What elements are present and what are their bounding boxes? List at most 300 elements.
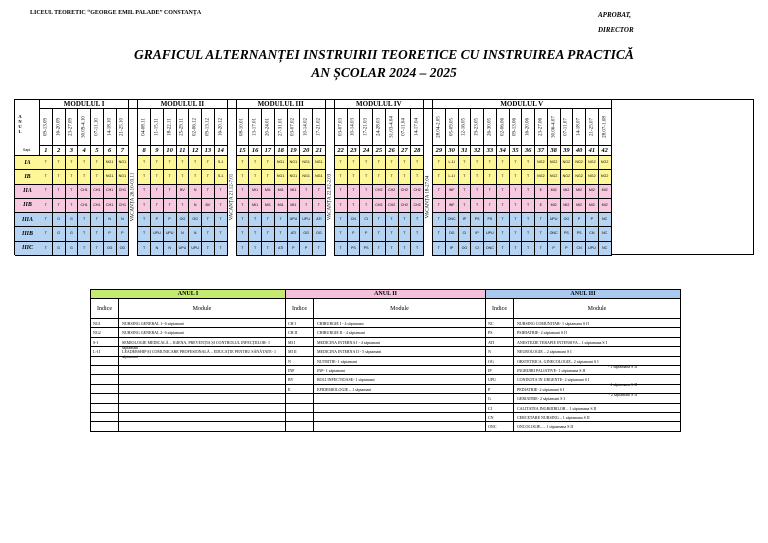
- schedule-cell: G: [66, 242, 79, 256]
- schedule-cell: INF: [446, 185, 459, 199]
- week-date: 02-06.06: [497, 109, 510, 146]
- schedule-cell: N: [164, 242, 177, 256]
- title-line-1: GRAFICUL ALTERNANȚEI INSTRUIRII TEORETICE CU INSTRUIREA PRACTICĂ: [134, 47, 634, 62]
- legend-index: MI I: [286, 338, 314, 346]
- week-number: 3: [66, 146, 79, 156]
- module-header-gap: [129, 100, 138, 109]
- schedule-cell: T: [66, 185, 79, 199]
- schedule-cell: CI: [360, 213, 373, 227]
- week-number: 17: [262, 146, 275, 156]
- schedule-cell: N: [189, 185, 202, 199]
- legend-module-text: [314, 422, 485, 430]
- schedule-cell: T: [164, 199, 177, 213]
- module-header-4: MODULUL IV: [335, 100, 424, 109]
- week-date: 24-28.03: [373, 109, 386, 146]
- module-header-1: MODULUL I: [40, 100, 129, 109]
- schedule-cell: T: [535, 213, 548, 227]
- week-number: 7: [117, 146, 130, 156]
- schedule-cell: T: [484, 170, 497, 184]
- schedule-cell: T: [335, 185, 348, 199]
- schedule-cell: T: [300, 199, 313, 213]
- schedule-cell: T: [484, 199, 497, 213]
- legend-row: [486, 404, 680, 413]
- schedule-cell: T: [522, 170, 535, 184]
- week-number: 34: [497, 146, 510, 156]
- schedule-cell: T: [497, 185, 510, 199]
- legend-row: [286, 357, 485, 366]
- legend-module-header: Module: [314, 299, 485, 319]
- schedule-cell: MI1: [262, 199, 275, 213]
- legend-row: [91, 394, 285, 403]
- schedule-cell: T: [497, 242, 510, 256]
- schedule-cell: CH2: [411, 199, 424, 213]
- title-line-2: AN ȘCOLAR 2024 – 2025: [311, 65, 457, 80]
- week-date: 08-10.01: [237, 109, 250, 146]
- schedule-cell: T: [399, 156, 412, 170]
- schedule-cell: MI1: [275, 199, 288, 213]
- week-number: 30: [446, 146, 459, 156]
- schedule-cell: T: [373, 213, 386, 227]
- legend-index: [91, 394, 119, 402]
- week-number: 24: [360, 146, 373, 156]
- schedule-cell: T: [78, 213, 91, 227]
- schedule-cell: CH1: [117, 199, 130, 213]
- week-number: 39: [561, 146, 574, 156]
- legend-row: [486, 375, 680, 388]
- legend-index: N: [286, 357, 314, 365]
- schedule-cell: NG1: [104, 156, 117, 170]
- module-header-2: MODULUL II: [138, 100, 227, 109]
- schedule-cell: MI2: [548, 199, 561, 213]
- schedule-cell: MI1: [249, 185, 262, 199]
- schedule-cell: T: [249, 213, 262, 227]
- week-number: 29: [433, 146, 446, 156]
- schedule-cell: NG1: [300, 156, 313, 170]
- legend-year-3: [485, 289, 681, 432]
- schedule-cell: T: [313, 199, 326, 213]
- week-number: 32: [471, 146, 484, 156]
- schedule-cell: T: [66, 156, 79, 170]
- week-number: 33: [484, 146, 497, 156]
- schedule-cell: T: [459, 199, 472, 213]
- schedule-cell: T: [459, 170, 472, 184]
- schedule-cell: NG2: [548, 156, 561, 170]
- schedule-cell: T: [262, 170, 275, 184]
- schedule-cell: N: [177, 227, 190, 241]
- week-date: 28.07-1.08: [599, 109, 612, 146]
- legend-index: E: [286, 385, 314, 393]
- schedule-cell: T: [215, 213, 228, 227]
- schedule-cell: T: [484, 156, 497, 170]
- legend-module-header: Module: [514, 299, 680, 319]
- schedule-cell: T: [335, 242, 348, 256]
- schedule-cell: T: [535, 227, 548, 241]
- legend-index: NG2: [91, 328, 119, 336]
- schedule-cell: CH1: [78, 199, 91, 213]
- schedule-cell: P: [586, 213, 599, 227]
- legend-module-text: [119, 413, 285, 421]
- schedule-cell: T: [275, 227, 288, 241]
- schedule-cell: T: [335, 156, 348, 170]
- schedule-cell: T: [335, 213, 348, 227]
- schedule-cell: OG: [104, 242, 117, 256]
- schedule-cell: T: [471, 170, 484, 184]
- schedule-cell: T: [313, 242, 326, 256]
- week-number: 23: [348, 146, 361, 156]
- schedule-cell: T: [510, 213, 523, 227]
- schedule-cell: T: [510, 227, 523, 241]
- legend-index: OG: [486, 357, 514, 365]
- legend-year-title: ANUL II: [286, 290, 485, 299]
- week-date: 28.04-2.05: [433, 109, 446, 146]
- week-number: 36: [522, 146, 535, 156]
- schedule-cell: CH2: [386, 185, 399, 199]
- legend-row: [91, 366, 285, 375]
- week-number: 20: [300, 146, 313, 156]
- week-date: 16-20.06: [522, 109, 535, 146]
- schedule-cell: T: [40, 227, 53, 241]
- legend-index: CH I: [286, 319, 314, 327]
- schedule-cell: T: [40, 199, 53, 213]
- schedule-cell: ONC: [446, 213, 459, 227]
- schedule-cell: T: [151, 156, 164, 170]
- schedule-cell: NG2: [535, 170, 548, 184]
- legend-index: [91, 366, 119, 374]
- schedule-cell: T: [189, 156, 202, 170]
- legend-row: [286, 328, 485, 337]
- legend-module-text: GERIATRIE- 2 săptamani S I: [517, 396, 565, 402]
- schedule-cell: T: [433, 170, 446, 184]
- legend-row: [91, 357, 285, 366]
- module-header-3: MODULUL III: [237, 100, 326, 109]
- legend-index: [91, 404, 119, 412]
- week-number: 21: [313, 146, 326, 156]
- legend-row: [286, 375, 485, 384]
- week-number: 12: [189, 146, 202, 156]
- schedule-cell: OG: [189, 213, 202, 227]
- schedule-cell: T: [535, 242, 548, 256]
- schedule-cell: T: [215, 227, 228, 241]
- legend-index: IP: [486, 366, 514, 374]
- schedule-cell: P: [561, 242, 574, 256]
- schedule-cell: T: [433, 156, 446, 170]
- legend-row: [91, 328, 285, 337]
- schedule-cell: OG: [117, 242, 130, 256]
- schedule-cell: ONC: [484, 242, 497, 256]
- module-header-gap: [326, 100, 335, 109]
- week-number: 14: [215, 146, 228, 156]
- schedule-cell: CN: [348, 213, 361, 227]
- schedule-cell: P: [360, 227, 373, 241]
- schedule-cell: UPU: [548, 213, 561, 227]
- schedule-cell: CH1: [104, 199, 117, 213]
- legend-index: NC: [486, 319, 514, 327]
- legend-row: [486, 328, 680, 337]
- legend-index: [286, 404, 314, 412]
- schedule-cell: T: [497, 227, 510, 241]
- schedule-cell: T: [411, 170, 424, 184]
- legend-module-text: [119, 357, 285, 365]
- legend-module-text: [119, 375, 285, 383]
- schedule-cell: T: [237, 227, 250, 241]
- schedule-cell: P: [348, 227, 361, 241]
- schedule-cell: CH2: [399, 199, 412, 213]
- legend-year-title: ANUL I: [91, 290, 285, 299]
- schedule-cell: CH2: [386, 199, 399, 213]
- schedule-cell: T: [386, 213, 399, 227]
- schedule-cell: T: [471, 199, 484, 213]
- legend-index-header: Indice: [91, 299, 119, 319]
- week-date: 17-21.02: [313, 109, 326, 146]
- schedule-cell: T: [335, 199, 348, 213]
- schedule-cell: T: [399, 170, 412, 184]
- schedule-cell: T: [177, 156, 190, 170]
- director-label: DIRECTOR: [598, 26, 634, 34]
- schedule-cell: NG1: [313, 156, 326, 170]
- schedule-cell: T: [373, 242, 386, 256]
- schedule-cell: MI2: [586, 199, 599, 213]
- schedule-cell: BV: [202, 199, 215, 213]
- schedule-cell: T: [373, 227, 386, 241]
- legend-row: [286, 319, 485, 328]
- schedule-cell: T: [202, 213, 215, 227]
- schedule-cell: T: [522, 156, 535, 170]
- schedule-cell: T: [522, 242, 535, 256]
- schedule-cell: T: [91, 213, 104, 227]
- schedule-cell: IP: [471, 227, 484, 241]
- legend-module-text: MEDICINA INTERNA I - 4 săptamani: [317, 339, 380, 345]
- schedule-cell: OG: [313, 227, 326, 241]
- schedule-cell: T: [522, 227, 535, 241]
- legend-row: [286, 404, 485, 413]
- legend-row: [486, 394, 680, 403]
- schedule-cell: IP: [459, 213, 472, 227]
- week-date: 05-09.05: [446, 109, 459, 146]
- schedule-cell: UPU: [189, 242, 202, 256]
- week-date: 10-14.02: [300, 109, 313, 146]
- week-date: 31.03-4.04: [386, 109, 399, 146]
- schedule-cell: PS: [573, 227, 586, 241]
- schedule-cell: T: [433, 213, 446, 227]
- anul-vertical-label: A N U L: [18, 114, 22, 134]
- schedule-cell: L-1I: [446, 170, 459, 184]
- legend-row: [91, 385, 285, 394]
- legend-module-text: [119, 366, 285, 374]
- week-date: 20-24.01: [262, 109, 275, 146]
- schedule-cell: T: [262, 227, 275, 241]
- week-date: 09-13.12: [202, 109, 215, 146]
- schedule-cell: T: [459, 185, 472, 199]
- schedule-cell: NG2: [599, 170, 612, 184]
- schedule-cell: MI2: [573, 185, 586, 199]
- schedule-cell: T: [360, 156, 373, 170]
- schedule-cell: T: [151, 170, 164, 184]
- week-number: 22: [335, 146, 348, 156]
- schedule-cell: T: [522, 185, 535, 199]
- week-number: 5: [91, 146, 104, 156]
- class-label-iiib: IIIB: [15, 227, 40, 241]
- schedule-cell: T: [386, 170, 399, 184]
- legend-index: CN: [486, 413, 514, 421]
- schedule-cell: T: [237, 170, 250, 184]
- schedule-cell: INF: [446, 199, 459, 213]
- schedule-cell: MI1: [249, 199, 262, 213]
- legend-index: [286, 422, 314, 430]
- schedule-cell: T: [91, 170, 104, 184]
- schedule-cell: T: [138, 170, 151, 184]
- legend-module-text: INF- 1 săptamani: [317, 368, 345, 373]
- schedule-cell: T: [66, 170, 79, 184]
- legend-module-text: NEUROLOGIE – 2 săptamani S I: [517, 349, 572, 355]
- schedule-cell: T: [510, 242, 523, 256]
- schedule-cell: T: [237, 242, 250, 256]
- week-number: 19: [288, 146, 301, 156]
- schedule-cell: T: [275, 213, 288, 227]
- legend-row: [486, 319, 680, 328]
- legend-index: G: [486, 394, 514, 402]
- schedule-cell: PS: [360, 242, 373, 256]
- schedule-cell: UPU: [586, 242, 599, 256]
- schedule-cell: T: [360, 185, 373, 199]
- week-date: 02-06.12: [189, 109, 202, 146]
- schedule-cell: ATI: [313, 213, 326, 227]
- legend-module-text: EPIDEMIOLOGIE – 1 săptamani: [317, 386, 372, 392]
- vacation-column: VACANȚA 26.10-03.11: [129, 109, 138, 256]
- schedule-cell: T: [164, 170, 177, 184]
- legend-module-text: [119, 404, 285, 412]
- week-date: 16-20.09: [53, 109, 66, 146]
- legend-index: P: [486, 385, 514, 393]
- schedule-cell: NG1: [117, 156, 130, 170]
- schedule-cell: T: [510, 156, 523, 170]
- schedule-cell: CH2: [411, 185, 424, 199]
- schedule-cell: NG1: [288, 156, 301, 170]
- schedule-cell: T: [91, 227, 104, 241]
- legend-module-text: [119, 394, 285, 402]
- schedule-cell: ONC: [548, 227, 561, 241]
- schedule-cell: NG2: [586, 170, 599, 184]
- approved-label: APROBAT,: [598, 11, 632, 19]
- schedule-cell: OG: [446, 227, 459, 241]
- sapt-label: Sapt.: [15, 146, 40, 156]
- schedule-cell: T: [335, 227, 348, 241]
- schedule-cell: P: [151, 213, 164, 227]
- schedule-cell: E: [535, 185, 548, 199]
- legend-index: ONC: [486, 422, 514, 430]
- schedule-cell: T: [237, 156, 250, 170]
- legend-module-text: ANESTEZIE TERAPIE INTENSIVA – 1 săptamana S I: [517, 339, 607, 345]
- schedule-cell: T: [78, 156, 91, 170]
- legend-module-text: NURSING COMUNITAR- 1 săptamana S II: [517, 321, 589, 326]
- schedule-cell: T: [497, 213, 510, 227]
- legend-row: [286, 385, 485, 394]
- schedule-cell: T: [91, 156, 104, 170]
- schedule-cell: T: [40, 170, 53, 184]
- week-number: 15: [237, 146, 250, 156]
- schedule-cell: T: [151, 199, 164, 213]
- class-label-ib: IB: [15, 170, 40, 184]
- schedule-cell: T: [433, 199, 446, 213]
- schedule-cell: UPU: [177, 242, 190, 256]
- schedule-cell: T: [510, 170, 523, 184]
- schedule-cell: OG: [561, 213, 574, 227]
- week-number: 6: [104, 146, 117, 156]
- schedule-cell: OG: [177, 213, 190, 227]
- schedule-cell: NG2: [573, 170, 586, 184]
- legend-module-text: [314, 413, 485, 421]
- legend-module-text: INGRIJIRI PALIATIVE- 1 săptamana S II: [517, 368, 586, 373]
- schedule-cell: S-1: [215, 156, 228, 170]
- legend-module-text: CHIRURGIE II - 4 săptamani: [317, 330, 365, 336]
- week-date: 07-11.10: [91, 109, 104, 146]
- week-date: 04-08.11: [138, 109, 151, 146]
- schedule-cell: CH1: [117, 185, 130, 199]
- schedule-cell: T: [411, 213, 424, 227]
- week-date: 03-07.03: [335, 109, 348, 146]
- schedule-cell: P: [300, 242, 313, 256]
- legend-module-text: CERCETARE NURSING – 1 săptamana S II: [517, 415, 590, 420]
- schedule-cell: T: [40, 185, 53, 199]
- legend-module-text: CONDUITA IN URGENTE- 2 săptamani S I - 1 săptamana S II: [517, 377, 637, 388]
- schedule-cell: T: [522, 199, 535, 213]
- schedule-cell: MI1: [275, 185, 288, 199]
- schedule-cell: T: [300, 185, 313, 199]
- schedule-cell: T: [138, 227, 151, 241]
- legend-module-text: CALITATEA INGRIJIRILOR – 1 săptamana S II: [517, 405, 597, 411]
- schedule-cell: NG1: [117, 170, 130, 184]
- legend-row: [486, 347, 680, 356]
- legend-index: [91, 422, 119, 430]
- week-number: 38: [548, 146, 561, 156]
- schedule-cell: G: [53, 213, 66, 227]
- legend-row: [91, 413, 285, 422]
- legend-index: CH II: [286, 328, 314, 336]
- week-date: 18-22.11: [164, 109, 177, 146]
- schedule-cell: T: [386, 156, 399, 170]
- legend-index: BV: [286, 375, 314, 383]
- schedule-cell: T: [237, 185, 250, 199]
- legend-row: [91, 319, 285, 328]
- schedule-cell: PS: [348, 242, 361, 256]
- schedule-cell: T: [471, 156, 484, 170]
- week-number: 10: [164, 146, 177, 156]
- schedule-cell: PS: [561, 227, 574, 241]
- schedule-cell: NG2: [548, 170, 561, 184]
- week-number: 40: [573, 146, 586, 156]
- legend-index: S-1: [91, 338, 119, 346]
- week-number: 41: [586, 146, 599, 156]
- schedule-cell: OG: [459, 242, 472, 256]
- schedule-cell: MI1: [288, 199, 301, 213]
- schedule-cell: T: [138, 185, 151, 199]
- schedule-cell: MI1: [262, 185, 275, 199]
- schedule-cell: UPU: [288, 213, 301, 227]
- legend-row: [486, 357, 680, 369]
- schedule-cell: E: [535, 199, 548, 213]
- week-number: 4: [78, 146, 91, 156]
- legend-row: [286, 338, 485, 347]
- class-label-ia: IA: [15, 156, 40, 170]
- legend-index: NG1: [91, 319, 119, 327]
- schedule-cell: NG2: [573, 156, 586, 170]
- week-number: 9: [151, 146, 164, 156]
- schedule-cell: T: [249, 170, 262, 184]
- week-number: 31: [459, 146, 472, 156]
- schedule-cell: T: [40, 213, 53, 227]
- legend-row: [286, 413, 485, 422]
- legend-row: [286, 422, 485, 431]
- week-number: 26: [386, 146, 399, 156]
